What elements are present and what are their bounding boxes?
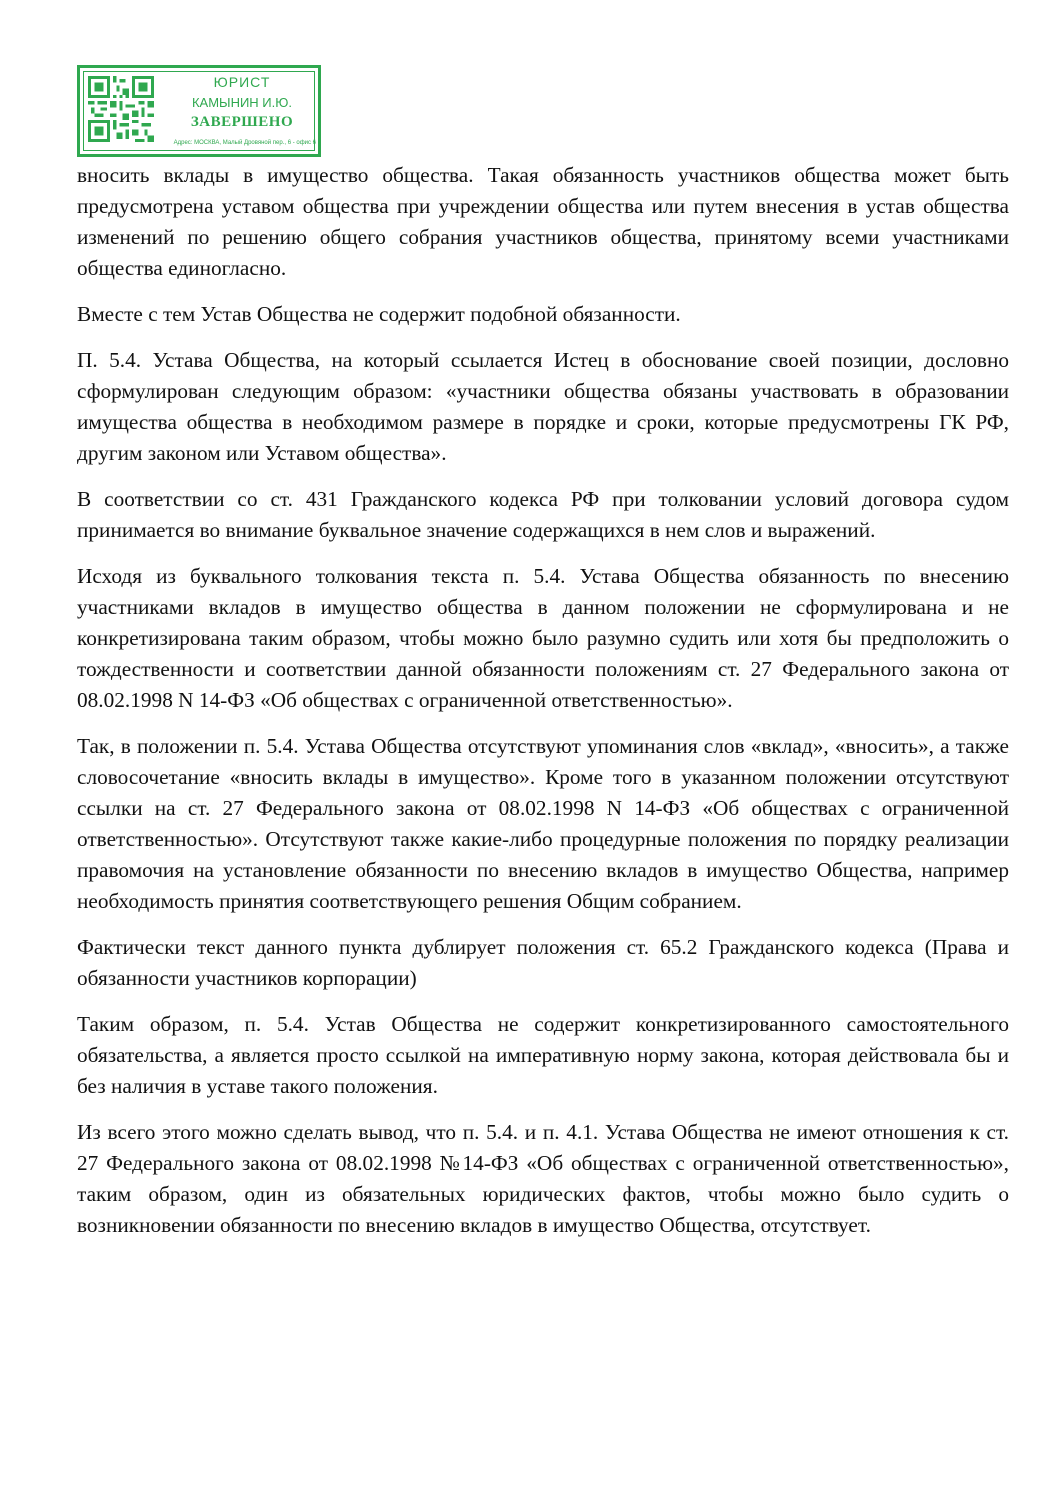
paragraph: Таким образом, п. 5.4. Устав Общества не содержит конкретизированного самостоятельного обязательства, а является просто ссылкой на императивную норму закона, которая действовала бы и без наличия в уставе такого положения. xyxy=(77,1012,1009,1098)
stamp-address: Адрес: МОСКВА, Малый Дровяной пер., 6 - офис 6 xyxy=(173,140,316,146)
lawyer-stamp xyxy=(77,65,321,157)
paragraph: Фактически текст данного пункта дублирует положения ст. 65.2 Гражданского кодекса (Права и обязанности участников корпорации) xyxy=(77,935,1009,990)
document-body xyxy=(77,160,1009,1256)
stamp-lawyer-name: КАМЫНИН И.Ю. xyxy=(191,95,292,110)
stamp-title: ЮРИСТ xyxy=(213,74,271,90)
stamp-status: ЗАВЕРШЕНО xyxy=(190,114,294,130)
paragraph: Из всего этого можно сделать вывод, что п. 5.4. и п. 4.1. Устава Общества не имеют отношения к ст. 27 Федерального закона от 08.02.1998 №14-ФЗ «Об обществах с ограниченной ответственностью», таким образом, один из обязательных юридических фактов, чтобы можно было судить о возникновении обязанности по внесению вкладов в имущество Общества, отсутствует. xyxy=(77,1120,1009,1237)
qr-code-icon xyxy=(88,76,154,142)
paragraph: В соответствии со ст. 431 Гражданского кодекса РФ при толковании условий договора судом принимается во внимание буквальное значение содержащихся в нем слов и выражений. xyxy=(77,487,1009,542)
paragraph: Вместе с тем Устав Общества не содержит подобной обязанности. xyxy=(77,302,681,326)
paragraph: Так, в положении п. 5.4. Устава Общества отсутствуют упоминания слов «вклад», «вносить», а также словосочетание «вносить вклады в имущество». Кроме того в указанном положении отсутствуют ссылки на ст. 27 Федерального закона от 08.02.1998 N 14-ФЗ «Об обществах с ограниченной ответственностью». Отсутствуют также какие-либо процедурные положения по порядку реализации правомочия на установление обязанности по внесению вкладов в имущество Общества, например необходимость принятия соответствующего решения Общим собранием. xyxy=(77,734,1009,913)
paragraph: вносить вклады в имущество общества. Такая обязанность участников общества может быть предусмотрена уставом общества при учреждении общества или путем внесения в устав общества изменений по решению общего собрания участников общества, принятому всеми участниками общества единогласно. xyxy=(77,163,1009,280)
paragraph: П. 5.4. Устава Общества, на который ссылается Истец в обоснование своей позиции, дословно сформулирован следующим образом: «участники общества обязаны участвовать в образовании имущества общества в необходимом размере в порядке и сроки, которые предусмотрены ГК РФ, другим законом или Уставом общества». xyxy=(77,348,1009,465)
paragraph: Исходя из буквального толкования текста п. 5.4. Устава Общества обязанность по внесению участниками вкладов в имущество общества в данном положении не сформулирована и не конкретизирована таким образом, чтобы можно было разумно судить или хотя бы предположить о тождественности и соответствии данной обязанности положениям ст. 27 Федерального закона от 08.02.1998 N 14-ФЗ «Об обществах с ограниченной ответственностью». xyxy=(77,564,1009,712)
